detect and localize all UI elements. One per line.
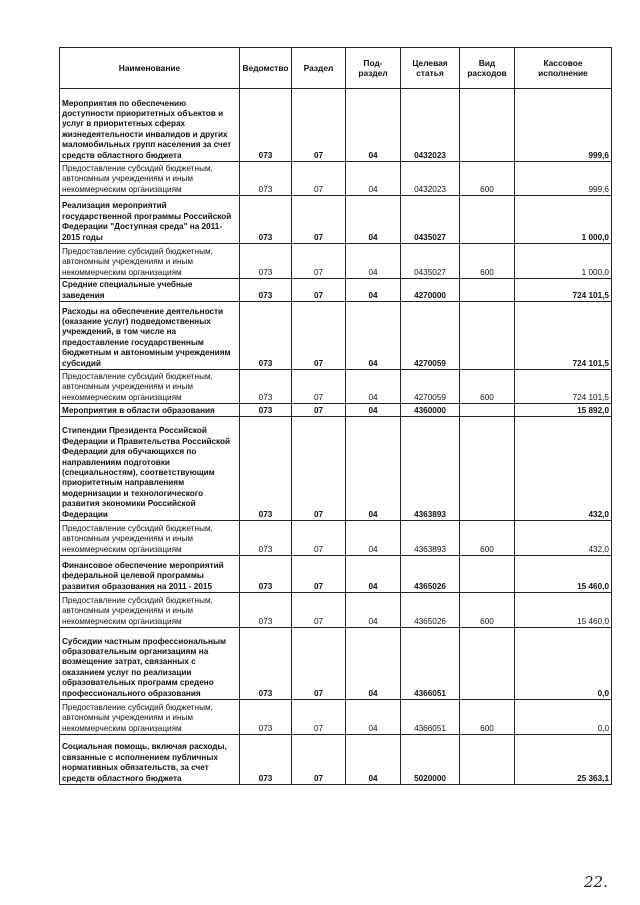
cell-podrazdel: 04 <box>346 521 401 556</box>
cell-amount: 1 000,0 <box>515 244 612 279</box>
table-header-row <box>60 48 612 89</box>
cell-amount: 999,6 <box>515 162 612 196</box>
cell-vedomstvo: 073 <box>240 556 292 593</box>
cell-amount: 0,0 <box>515 700 612 735</box>
cell-razdel: 07 <box>292 404 346 417</box>
cell-podrazdel: 04 <box>346 700 401 735</box>
cell-vedomstvo: 073 <box>240 89 292 162</box>
table-row <box>60 279 612 302</box>
cell-name: Мероприятия в области образования <box>60 404 240 417</box>
cell-vid <box>460 302 515 370</box>
col-header-statya: Целевая статья <box>401 48 460 89</box>
table-row <box>60 89 612 162</box>
cell-statya: 4270059 <box>401 370 460 404</box>
cell-vid <box>460 628 515 700</box>
cell-name: Предоставление субсидий бюджетным, автономным учреждениям и иным некоммерческим организациям <box>60 370 240 404</box>
cell-vid: 600 <box>460 700 515 735</box>
table-row <box>60 244 612 279</box>
cell-podrazdel: 04 <box>346 89 401 162</box>
cell-podrazdel: 04 <box>346 593 401 628</box>
cell-statya: 0432023 <box>401 162 460 196</box>
cell-name: Социальная помощь, включая расходы, связанные с исполнением публичных нормативных обязательств, за счет средств областного бюджета <box>60 735 240 785</box>
table-row <box>60 628 612 700</box>
cell-amount: 25 363,1 <box>515 735 612 785</box>
cell-razdel: 07 <box>292 417 346 521</box>
cell-vid <box>460 417 515 521</box>
col-header-ispolnenie: Кассовое исполнение <box>515 48 612 89</box>
cell-vid <box>460 89 515 162</box>
cell-podrazdel: 04 <box>346 302 401 370</box>
cell-amount: 999,6 <box>515 89 612 162</box>
cell-razdel: 07 <box>292 89 346 162</box>
cell-vedomstvo: 073 <box>240 302 292 370</box>
cell-amount: 15 892,0 <box>515 404 612 417</box>
cell-vedomstvo: 073 <box>240 279 292 302</box>
cell-podrazdel: 04 <box>346 244 401 279</box>
cell-razdel: 07 <box>292 196 346 244</box>
table-row <box>60 700 612 735</box>
table-row <box>60 302 612 370</box>
cell-amount: 724 101,5 <box>515 302 612 370</box>
cell-statya: 0435027 <box>401 196 460 244</box>
cell-statya: 4365026 <box>401 593 460 628</box>
cell-amount: 432,0 <box>515 417 612 521</box>
cell-name: Средние специальные учебные заведения <box>60 279 240 302</box>
cell-vid: 600 <box>460 521 515 556</box>
cell-podrazdel: 04 <box>346 628 401 700</box>
cell-statya: 4270059 <box>401 302 460 370</box>
page-number-handwritten: 22. <box>584 873 608 891</box>
cell-vedomstvo: 073 <box>240 162 292 196</box>
cell-vedomstvo: 073 <box>240 404 292 417</box>
table-row <box>60 556 612 593</box>
cell-name: Финансовое обеспечение мероприятий федеральной целевой программы развития образования на 2011 - 2015 <box>60 556 240 593</box>
cell-name: Предоставление субсидий бюджетным, автономным учреждениям и иным некоммерческим организациям <box>60 593 240 628</box>
col-header-vedomstvo: Ведомство <box>240 48 292 89</box>
table-body <box>60 89 612 785</box>
cell-razdel: 07 <box>292 593 346 628</box>
cell-vedomstvo: 073 <box>240 628 292 700</box>
table-row <box>60 370 612 404</box>
cell-vedomstvo: 073 <box>240 417 292 521</box>
cell-podrazdel: 04 <box>346 404 401 417</box>
table-row <box>60 162 612 196</box>
cell-razdel: 07 <box>292 162 346 196</box>
cell-vid: 600 <box>460 593 515 628</box>
cell-podrazdel: 04 <box>346 735 401 785</box>
cell-vedomstvo: 073 <box>240 735 292 785</box>
cell-name: Предоставление субсидий бюджетным, автономным учреждениям и иным некоммерческим организациям <box>60 162 240 196</box>
cell-name: Расходы на обеспечение деятельности (оказание услуг) подведомственных учреждений, в том числе на предоставление государственным бюджетным и автономным учреждениям субсидий <box>60 302 240 370</box>
table-row <box>60 521 612 556</box>
cell-vedomstvo: 073 <box>240 593 292 628</box>
cell-statya: 4363893 <box>401 521 460 556</box>
cell-podrazdel: 04 <box>346 196 401 244</box>
cell-razdel: 07 <box>292 244 346 279</box>
cell-name: Реализация мероприятий государственной программы Российской Федерации "Доступная среда" на 2011-2015 годы <box>60 196 240 244</box>
cell-vid <box>460 279 515 302</box>
cell-amount: 724 101,5 <box>515 279 612 302</box>
cell-amount: 0,0 <box>515 628 612 700</box>
cell-vedomstvo: 073 <box>240 521 292 556</box>
budget-table <box>59 47 612 785</box>
cell-amount: 724 101,5 <box>515 370 612 404</box>
cell-vid: 600 <box>460 244 515 279</box>
col-header-vid: Вид расходов <box>460 48 515 89</box>
cell-name: Стипендии Президента Российской Федерации и Правительства Российской Федерации для обучающихся по направлениям подготовки (специальностям), соответствующим приоритетным направлениям модернизации и технологического развития экономики Российской Федерации <box>60 417 240 521</box>
cell-razdel: 07 <box>292 521 346 556</box>
col-header-podrazdel: Под- раздел <box>346 48 401 89</box>
table-row <box>60 735 612 785</box>
cell-razdel: 07 <box>292 735 346 785</box>
cell-amount: 432,0 <box>515 521 612 556</box>
cell-vid <box>460 196 515 244</box>
table-row <box>60 196 612 244</box>
cell-name: Субсидии частным профессиональным образовательным организациям на возмещение затрат, связанных с оказанием услуг по реализации образовательных программ средено профессионального образования <box>60 628 240 700</box>
cell-vedomstvo: 073 <box>240 700 292 735</box>
table-row <box>60 404 612 417</box>
table-row <box>60 593 612 628</box>
cell-vedomstvo: 073 <box>240 370 292 404</box>
cell-razdel: 07 <box>292 370 346 404</box>
cell-amount: 1 000,0 <box>515 196 612 244</box>
cell-vedomstvo: 073 <box>240 244 292 279</box>
cell-statya: 4270000 <box>401 279 460 302</box>
cell-razdel: 07 <box>292 628 346 700</box>
cell-podrazdel: 04 <box>346 556 401 593</box>
cell-vedomstvo: 073 <box>240 196 292 244</box>
cell-podrazdel: 04 <box>346 162 401 196</box>
cell-name: Предоставление субсидий бюджетным, автономным учреждениям и иным некоммерческим организациям <box>60 244 240 279</box>
cell-vid: 600 <box>460 370 515 404</box>
cell-statya: 4360000 <box>401 404 460 417</box>
cell-vid <box>460 404 515 417</box>
cell-razdel: 07 <box>292 700 346 735</box>
col-header-razdel: Раздел <box>292 48 346 89</box>
cell-name: Предоставление субсидий бюджетным, автономным учреждениям и иным некоммерческим организациям <box>60 700 240 735</box>
cell-name: Мероприятия по обеспечению доступности приоритетных объектов и услуг в приоритетных сферах жизнедеятельности инвалидов и других маломобильных групп населения за счет средств областного бюджета <box>60 89 240 162</box>
cell-statya: 4363893 <box>401 417 460 521</box>
cell-name: Предоставление субсидий бюджетным, автономным учреждениям и иным некоммерческим организациям <box>60 521 240 556</box>
cell-podrazdel: 04 <box>346 417 401 521</box>
cell-vid: 600 <box>460 162 515 196</box>
col-header-name: Наименование <box>60 48 240 89</box>
cell-statya: 4366051 <box>401 628 460 700</box>
table-row <box>60 417 612 521</box>
cell-statya: 0435027 <box>401 244 460 279</box>
cell-statya: 0432023 <box>401 89 460 162</box>
cell-amount: 15 460,0 <box>515 593 612 628</box>
cell-podrazdel: 04 <box>346 279 401 302</box>
cell-amount: 15 460,0 <box>515 556 612 593</box>
cell-vid <box>460 556 515 593</box>
cell-statya: 5020000 <box>401 735 460 785</box>
cell-podrazdel: 04 <box>346 370 401 404</box>
cell-statya: 4365026 <box>401 556 460 593</box>
cell-vid <box>460 735 515 785</box>
cell-razdel: 07 <box>292 556 346 593</box>
cell-razdel: 07 <box>292 302 346 370</box>
cell-razdel: 07 <box>292 279 346 302</box>
cell-statya: 4366051 <box>401 700 460 735</box>
